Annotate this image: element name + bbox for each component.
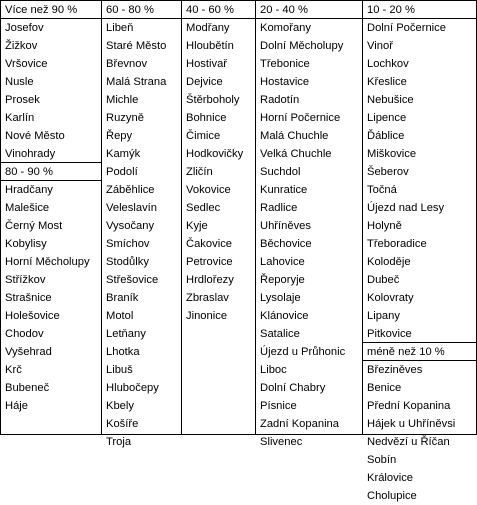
- district-name: Pitkovice: [367, 328, 412, 340]
- group-divider: [0, 162, 102, 163]
- district-name: Hradčany: [5, 184, 53, 196]
- district-name: Ďáblice: [367, 130, 405, 142]
- district-name: Jinonice: [186, 310, 228, 322]
- district-name: Komořany: [260, 22, 311, 34]
- district-name: Bohnice: [186, 112, 227, 124]
- district-name: Lahovice: [260, 256, 305, 268]
- district-name: Lipany: [367, 310, 400, 322]
- district-name: Horní Měcholupy: [5, 256, 90, 268]
- district-name: Zadní Kopanina: [260, 418, 339, 430]
- district-name: Újezd u Průhonic: [260, 346, 346, 358]
- district-name: Radotín: [260, 94, 300, 106]
- district-name: Libeň: [106, 22, 134, 34]
- district-name: Braník: [106, 292, 139, 304]
- district-name: Miškovice: [367, 148, 417, 160]
- district-name: Kobylisy: [5, 238, 47, 250]
- district-name: Čakovice: [186, 238, 233, 250]
- district-name: Záběhlice: [106, 184, 155, 196]
- district-name: Smíchov: [106, 238, 150, 250]
- district-name: Břevnov: [106, 58, 148, 70]
- range-header: 60 - 80 %: [106, 4, 154, 16]
- group-divider: [362, 342, 477, 343]
- district-name: Troja: [106, 436, 132, 448]
- district-name: Nové Město: [5, 130, 65, 142]
- district-name: Březiněves: [367, 364, 423, 376]
- district-name: Hájek u Uhříněvsi: [367, 418, 456, 430]
- district-name: Královice: [367, 472, 414, 484]
- district-name: Petrovice: [186, 256, 233, 268]
- district-name: Zličín: [186, 166, 213, 178]
- district-name: Čimice: [186, 130, 221, 142]
- district-name: Lhotka: [106, 346, 140, 358]
- district-name: Vokovice: [186, 184, 231, 196]
- range-header: méně než 10 %: [367, 346, 445, 358]
- district-name: Kbely: [106, 400, 134, 412]
- district-name: Strašnice: [5, 292, 52, 304]
- district-name: Chodov: [5, 328, 44, 340]
- district-name: Střešovice: [106, 274, 159, 286]
- district-name: Hrdlořezy: [186, 274, 234, 286]
- district-name: Podolí: [106, 166, 138, 178]
- district-name: Liboc: [260, 364, 287, 376]
- district-name: Malá Strana: [106, 76, 167, 88]
- district-name: Sedlec: [186, 202, 221, 214]
- district-name: Radlice: [260, 202, 298, 214]
- district-name: Ruzyně: [106, 112, 144, 124]
- district-name: Kyje: [186, 220, 208, 232]
- district-name: Nusle: [5, 76, 34, 88]
- district-name: Nebušice: [367, 94, 414, 106]
- district-name: Dubeč: [367, 274, 400, 286]
- district-name: Třebonice: [260, 58, 310, 70]
- range-header: Více než 90 %: [5, 4, 78, 16]
- district-name: Zbraslav: [186, 292, 229, 304]
- district-name: Třeboradice: [367, 238, 427, 250]
- district-name: Horní Počernice: [260, 112, 341, 124]
- district-name: Stodůlky: [106, 256, 149, 268]
- district-name: Vinohrady: [5, 148, 56, 160]
- district-name: Kunratice: [260, 184, 308, 196]
- district-name: Josefov: [5, 22, 44, 34]
- district-name: Uhříněves: [260, 220, 311, 232]
- district-name: Slivenec: [260, 436, 303, 448]
- district-name: Hodkovičky: [186, 148, 244, 160]
- district-name: Křeslice: [367, 76, 407, 88]
- district-name: Lysolaje: [260, 292, 301, 304]
- district-name: Cholupice: [367, 490, 417, 502]
- range-header: 80 - 90 %: [5, 166, 53, 178]
- district-name: Velká Chuchle: [260, 148, 332, 160]
- range-header: 20 - 40 %: [260, 4, 308, 16]
- district-name: Nedvězí u Říčan: [367, 436, 450, 448]
- district-name: Řeporyje: [260, 274, 305, 286]
- range-header: 10 - 20 %: [367, 4, 415, 16]
- district-name: Benice: [367, 382, 402, 394]
- district-name: Štěrboholy: [186, 94, 240, 106]
- district-name: Kamýk: [106, 148, 141, 160]
- district-name: Řepy: [106, 130, 133, 142]
- district-name: Dolní Chabry: [260, 382, 326, 394]
- district-name: Háje: [5, 400, 29, 412]
- district-name: Újezd nad Lesy: [367, 202, 445, 214]
- district-name: Lipence: [367, 112, 407, 124]
- district-name: Písnice: [260, 400, 297, 412]
- district-name: Kolovraty: [367, 292, 414, 304]
- district-name: Točná: [367, 184, 397, 196]
- district-name: Holyně: [367, 220, 402, 232]
- district-name: Vršovice: [5, 58, 48, 70]
- district-name: Klánovice: [260, 310, 309, 322]
- district-name: Holešovice: [5, 310, 60, 322]
- district-name: Vinoř: [367, 40, 393, 52]
- district-name: Lochkov: [367, 58, 409, 70]
- district-name: Satalice: [260, 328, 300, 340]
- district-name: Bubeneč: [5, 382, 50, 394]
- district-name: Michle: [106, 94, 139, 106]
- district-name: Hlubočepy: [106, 382, 159, 394]
- district-name: Letňany: [106, 328, 146, 340]
- district-name: Černý Most: [5, 220, 63, 232]
- district-name: Prosek: [5, 94, 40, 106]
- district-name: Libuš: [106, 364, 133, 376]
- district-name: Košíře: [106, 418, 139, 430]
- district-name: Dolní Měcholupy: [260, 40, 344, 52]
- district-name: Šeberov: [367, 166, 409, 178]
- district-name: Koloděje: [367, 256, 411, 268]
- district-name: Střížkov: [5, 274, 46, 286]
- district-name: Běchovice: [260, 238, 312, 250]
- district-name: Dolní Počernice: [367, 22, 446, 34]
- district-name: Vysočany: [106, 220, 155, 232]
- district-name: Sobín: [367, 454, 397, 466]
- range-header: 40 - 60 %: [186, 4, 234, 16]
- district-name: Suchdol: [260, 166, 301, 178]
- district-name: Hloubětín: [186, 40, 234, 52]
- district-name: Žižkov: [5, 40, 38, 52]
- district-name: Hostavice: [260, 76, 310, 88]
- district-name: Staré Město: [106, 40, 167, 52]
- district-name: Přední Kopanina: [367, 400, 451, 412]
- district-name: Hostivař: [186, 58, 228, 70]
- district-name: Dejvice: [186, 76, 223, 88]
- district-name: Malá Chuchle: [260, 130, 329, 142]
- district-name: Vyšehrad: [5, 346, 52, 358]
- district-name: Motol: [106, 310, 134, 322]
- district-name: Karlín: [5, 112, 35, 124]
- district-name: Malešice: [5, 202, 50, 214]
- district-name: Krč: [5, 364, 22, 376]
- district-name: Veleslavín: [106, 202, 157, 214]
- district-name: Modřany: [186, 22, 230, 34]
